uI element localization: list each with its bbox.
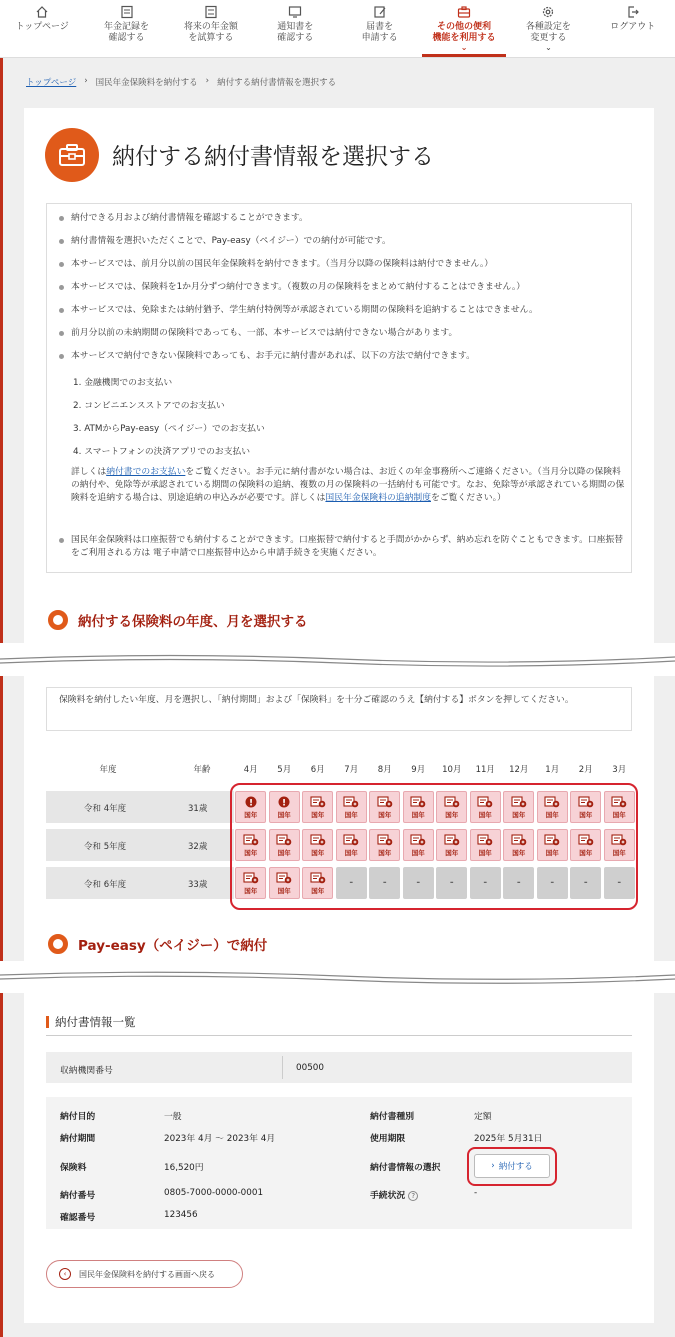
- month-header: 2月: [578, 765, 593, 775]
- month-header: 3月: [612, 765, 627, 775]
- svg-text:!: !: [282, 798, 287, 808]
- month-cell-unavailable: -: [403, 867, 434, 899]
- select-instruction: 保険料を納付したい年度、月を選択し、「納付期間」および「保険料」を十分ご確認のうえ【納付する】ボタンを押してください。: [46, 687, 632, 731]
- nav-item-toolbox[interactable]: [422, 0, 506, 57]
- cell-label: 国年: [512, 810, 526, 819]
- left-accent-bar: [0, 58, 3, 643]
- nav-item-notice[interactable]: [253, 0, 337, 57]
- ring-icon: [48, 934, 68, 954]
- month-header: 8月: [377, 765, 392, 775]
- info-box: [46, 203, 632, 573]
- type-value: 定額: [474, 1112, 492, 1122]
- highlight-box: [467, 1147, 557, 1186]
- breadcrumb: トップページ › 国民年金保険料を納付する › 納付する納付書情報を選択する: [26, 76, 337, 88]
- shunou-label: 収納機関番号: [60, 1066, 113, 1076]
- shunou-row: [46, 1052, 632, 1083]
- nav-label: その他の便利 機能を利用する: [432, 22, 496, 43]
- month-header: 1月: [545, 765, 560, 775]
- cell-label: 国年: [445, 848, 459, 857]
- nav-label: 将来の年金額 を試算する: [183, 22, 238, 43]
- month-cell-unavailable: -: [537, 867, 568, 899]
- age-label: 33歳: [188, 880, 208, 890]
- year-label: 令和 5年度: [84, 842, 127, 852]
- info-bullet: 本サービスでは、前月分以前の国民年金保険料を納付できます。（当月分以降の保険料は納付できません。）: [59, 258, 629, 271]
- section-heading-select: 納付する保険料の年度、月を選択する: [48, 610, 308, 630]
- breadcrumb-item: 国民年金保険料を納付する: [95, 78, 198, 88]
- month-cell-unavailable: -: [369, 867, 400, 899]
- method-item: 3. ATMからPay-easy（ペイジー）でのお支払い: [73, 424, 265, 434]
- nav-item-form[interactable]: [338, 0, 422, 57]
- ring-icon: [48, 610, 68, 630]
- cell-label: 国年: [311, 848, 325, 857]
- cell-label: 国年: [244, 810, 258, 819]
- type-label: 納付書種別: [370, 1112, 414, 1122]
- age-label: 32歳: [188, 842, 208, 852]
- cell-label: 国年: [277, 848, 291, 857]
- cell-label: 国年: [244, 886, 258, 895]
- shunou-value: 00500: [296, 1063, 324, 1073]
- cell-label: 国年: [378, 848, 392, 857]
- cell-label: 国年: [344, 848, 358, 857]
- nav-item-record[interactable]: [84, 0, 168, 57]
- month-cell-unavailable: -: [470, 867, 501, 899]
- premium-label: 保険料: [60, 1163, 87, 1173]
- cell-label: 国年: [612, 848, 626, 857]
- method-item: 4. スマートフォンの決済アプリでのお支払い: [73, 447, 251, 457]
- screenshot-break: [0, 643, 675, 676]
- cell-label: 国年: [478, 848, 492, 857]
- premium-value: 16,520円: [164, 1163, 204, 1173]
- purpose-label: 納付目的: [60, 1112, 96, 1122]
- month-header: 4月: [243, 765, 258, 775]
- month-header: 11月: [475, 765, 495, 775]
- month-header: 7月: [344, 765, 359, 775]
- col-header-age: 年齢: [193, 765, 211, 775]
- record-icon: [120, 5, 134, 19]
- divider: [46, 1035, 632, 1036]
- cell-label: 国年: [612, 810, 626, 819]
- cell-label: 国年: [579, 810, 593, 819]
- info-bullet: 本サービスでは、保険料を1か月分ずつ納付できます。（複数の月の保険料をまとめて納付することはできません。）: [59, 281, 629, 294]
- payment-slip-link[interactable]: 納付書でのお支払い: [106, 467, 186, 477]
- breadcrumb-current: 納付する納付書情報を選択する: [217, 78, 337, 88]
- nav-label: トップページ: [15, 22, 69, 32]
- month-header: 5月: [277, 765, 292, 775]
- chevron-down-icon: ⌄: [460, 43, 468, 52]
- section-heading-payeasy: Pay-easy（ペイジー）で納付: [48, 934, 267, 954]
- expiry-value: 2025年 5月31日: [474, 1134, 543, 1144]
- calculator-icon: [204, 5, 218, 19]
- cell-label: 国年: [478, 810, 492, 819]
- nav-item-calculator[interactable]: [169, 0, 253, 57]
- age-label: 31歳: [188, 804, 208, 814]
- notice-icon: [288, 5, 302, 19]
- purpose-value: 一般: [164, 1112, 182, 1122]
- back-button[interactable]: ‹ 国民年金保険料を納付する画面へ戻る: [46, 1260, 243, 1288]
- screenshot-break: [0, 961, 675, 993]
- cell-label: 国年: [244, 848, 258, 857]
- method-item: 1. 金融機関でのお支払い: [73, 378, 173, 388]
- cell-label: 国年: [545, 810, 559, 819]
- form-icon: [373, 5, 387, 19]
- col-header-year: 年度: [99, 765, 117, 775]
- info-bullet: 本サービスで納付できない保険料であっても、お手元に納付書があれば、以下の方法で納付できます。: [59, 350, 629, 363]
- year-label: 令和 4年度: [84, 804, 127, 814]
- month-cell-unavailable: -: [570, 867, 601, 899]
- month-cell-unavailable: -: [336, 867, 367, 899]
- nav-label: 年金記録を 確認する: [104, 22, 150, 43]
- cell-label: 国年: [445, 810, 459, 819]
- nav-label: 通知書を 確認する: [277, 22, 314, 43]
- month-cell-unavailable: -: [503, 867, 534, 899]
- period-label: 納付期間: [60, 1134, 96, 1144]
- cell-label: 国年: [311, 810, 325, 819]
- month-cell-unavailable: -: [604, 867, 635, 899]
- top-navigation: [0, 0, 675, 58]
- pay-button[interactable]: › 納付する: [474, 1154, 550, 1178]
- gear-icon: [541, 5, 555, 19]
- month-header: 6月: [310, 765, 325, 775]
- help-icon[interactable]: ?: [408, 1191, 418, 1201]
- info-bullet: 前月分以前の未納期間の保険料であっても、一部、本サービスでは納付できない場合があります。: [59, 327, 629, 340]
- left-accent-bar: [0, 676, 3, 961]
- year-label: 令和 6年度: [84, 880, 127, 890]
- breadcrumb-top-link[interactable]: トップページ: [26, 78, 77, 88]
- cell-label: 国年: [344, 810, 358, 819]
- nav-label: 届書を 申請する: [361, 22, 398, 43]
- info-bullet: 国民年金保険料は口座振替でも納付することができます。口座振替で納付すると手間がかからず、納め忘れを防ぐこともできます。口座振替をご利用される方は 電子申請で口座振替申込から申請手続きを実施ください。: [59, 534, 629, 560]
- logout-icon: [626, 5, 640, 19]
- cell-label: 国年: [378, 810, 392, 819]
- cell-label: 国年: [545, 848, 559, 857]
- number-label: 納付番号: [60, 1191, 96, 1201]
- cell-label: 国年: [277, 886, 291, 895]
- cell-label: 国年: [579, 848, 593, 857]
- left-accent-bar: [0, 993, 3, 1337]
- month-cell-unavailable: -: [436, 867, 467, 899]
- confirm-label: 確認番号: [60, 1213, 96, 1223]
- cell-label: 国年: [311, 886, 325, 895]
- deferred-payment-link[interactable]: 国民年金保険料の追納制度: [325, 493, 431, 503]
- cell-label: 国年: [277, 810, 291, 819]
- month-header: 10月: [442, 765, 462, 775]
- month-header: 9月: [411, 765, 426, 775]
- chevron-right-icon: ›: [491, 1161, 495, 1171]
- nav-item-logout[interactable]: [591, 0, 675, 57]
- info-bullet: 納付できる月および納付書情報を確認することができます。: [59, 212, 629, 225]
- cell-label: 国年: [411, 848, 425, 857]
- method-item: 2. コンビニエンスストアでのお支払い: [73, 401, 225, 411]
- svg-text:!: !: [248, 798, 253, 808]
- toolbox-icon: [457, 5, 471, 19]
- status-label: 手続状況 ?: [370, 1188, 418, 1201]
- nav-label: 各種設定を 変更する: [525, 22, 571, 43]
- list-title: 納付書情報一覧: [46, 1014, 136, 1030]
- cell-label: 国年: [411, 810, 425, 819]
- home-icon: [35, 5, 49, 19]
- info-detail: 詳しくは納付書でのお支払いをご覧ください。お手元に納付書がない場合は、お近くの年金事務所へご連絡ください。（当月分以降の保険料の納付や、免除等が承認されている期間の保険料の追納、複数の月の保険料の一括納付も可能です。なお、免除等が承認されている期間の保険料を追納する場合は、別途追納の申込みが必要です。詳しくは国民年金保険料の追納制度をご覧ください。）: [71, 467, 625, 503]
- month-header: 12月: [509, 765, 529, 775]
- nav-label: ログアウト: [610, 22, 656, 32]
- toolbox-title-icon: [45, 128, 99, 182]
- period-value: 2023年 4月 ～ 2023年 4月: [164, 1134, 276, 1144]
- nav-item-home[interactable]: [0, 0, 84, 57]
- chevron-down-icon: ⌄: [545, 43, 552, 52]
- status-value: -: [474, 1188, 478, 1198]
- cell-label: 国年: [512, 848, 526, 857]
- chevron-left-icon: ‹: [59, 1268, 71, 1280]
- expiry-label: 使用期限: [370, 1134, 406, 1144]
- number-value: 0805-7000-0000-0001: [164, 1188, 264, 1198]
- info-bullet: 本サービスでは、免除または納付猶予、学生納付特例等が承認されている期間の保険料を追納することはできません。: [59, 304, 629, 317]
- nav-item-gear[interactable]: [506, 0, 590, 57]
- confirm-value: 123456: [164, 1210, 198, 1220]
- highlight-box: [230, 783, 638, 910]
- info-bullet: 納付書情報を選択いただくことで、Pay-easy（ペイジー）での納付が可能です。: [59, 235, 629, 248]
- page-title: 納付する納付書情報を選択する: [112, 144, 434, 170]
- select-label: 納付書情報の選択: [370, 1163, 441, 1173]
